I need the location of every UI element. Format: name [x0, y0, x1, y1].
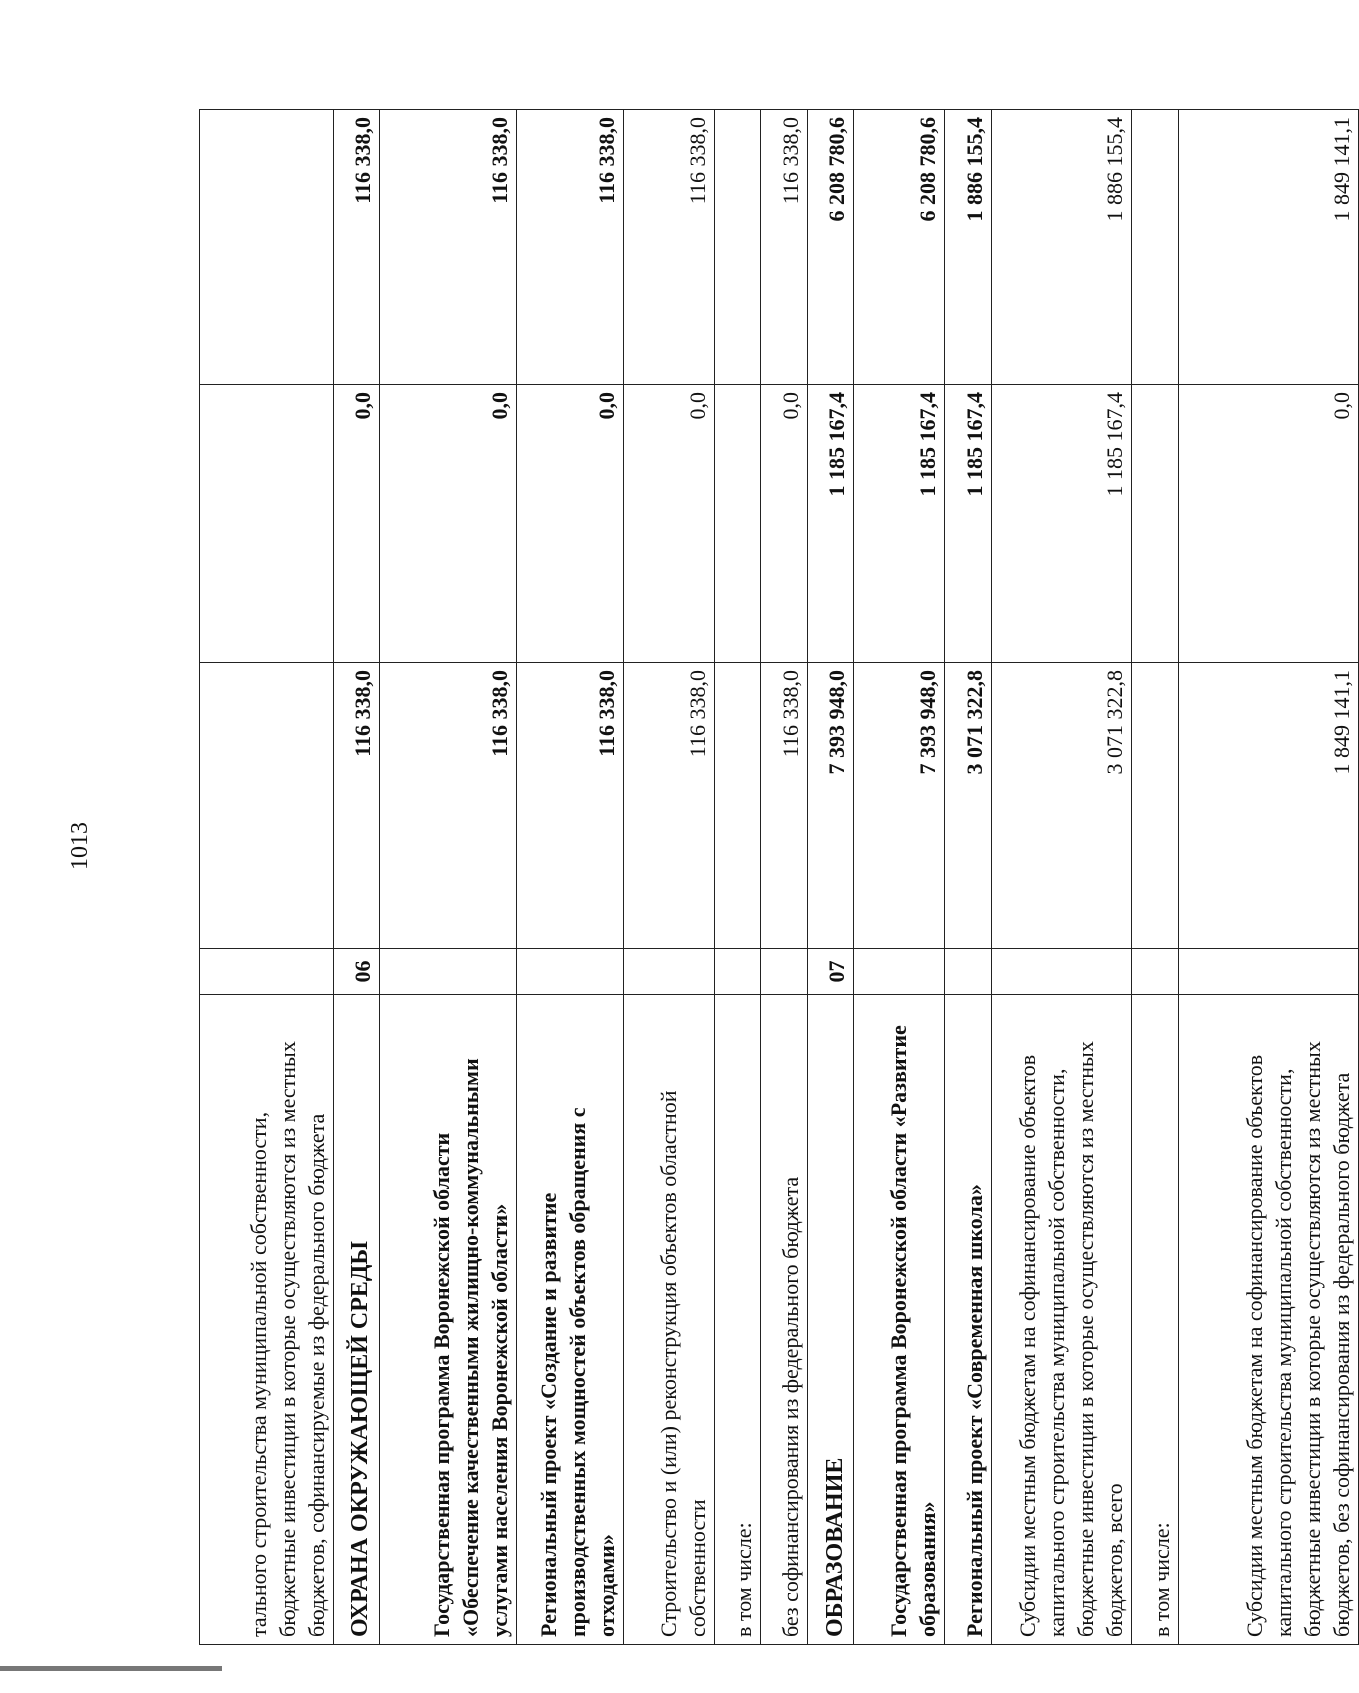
row-value-3: 116 338,0 — [517, 110, 624, 385]
row-value-2: 1 185 167,4 — [945, 385, 991, 663]
row-code: 06 — [333, 949, 379, 995]
row-value-1: 116 338,0 — [380, 663, 517, 949]
row-code — [380, 949, 517, 995]
row-code — [624, 949, 715, 995]
row-value-1: 116 338,0 — [333, 663, 379, 949]
row-value-3: 116 338,0 — [624, 110, 715, 385]
bottom-rule — [0, 1666, 222, 1671]
row-value-2: 0,0 — [761, 385, 807, 663]
row-value-3: 116 338,0 — [761, 110, 807, 385]
row-code — [761, 949, 807, 995]
row-value-1 — [200, 663, 334, 949]
row-name: Государственная программа Воронежской области «Развитие образования» — [854, 995, 945, 1645]
row-name: Субсидии местным бюджетам на софинансирование объектов капитального строительства муниципальной собственности, бюджетные инвестиции в которые осуществляются из местных бюджетов, без софинансирования из федерального бюджета — [1178, 995, 1358, 1645]
row-value-1: 116 338,0 — [624, 663, 715, 949]
table-row — [333, 110, 379, 1645]
table-row — [761, 110, 807, 1645]
row-name: Государственная программа Воронежской области «Обеспечение качественными жилищно-коммунальными услугами населения Воронежской области» — [380, 995, 517, 1645]
row-value-2: 1 185 167,4 — [991, 385, 1132, 663]
rotated-table-container — [199, 110, 1359, 1645]
row-value-2: 1 185 167,4 — [854, 385, 945, 663]
row-code — [991, 949, 1132, 995]
row-value-3 — [714, 110, 760, 385]
page-number: 1013 — [67, 822, 93, 870]
table-row — [991, 110, 1132, 1645]
table-row — [1132, 110, 1178, 1645]
table-row — [380, 110, 517, 1645]
row-code — [200, 949, 334, 995]
row-code — [854, 949, 945, 995]
row-value-3: 116 338,0 — [333, 110, 379, 385]
row-value-2: 0,0 — [380, 385, 517, 663]
row-code — [1178, 949, 1358, 995]
row-name: ОБРАЗОВАНИЕ — [807, 995, 853, 1645]
row-value-2 — [200, 385, 334, 663]
row-code — [714, 949, 760, 995]
row-value-3: 1 849 141,1 — [1178, 110, 1358, 385]
row-code — [517, 949, 624, 995]
row-value-1: 116 338,0 — [517, 663, 624, 949]
table-row — [714, 110, 760, 1645]
row-value-1 — [714, 663, 760, 949]
row-value-3: 1 886 155,4 — [945, 110, 991, 385]
row-value-2: 0,0 — [517, 385, 624, 663]
row-value-3 — [1132, 110, 1178, 385]
table-row — [200, 110, 334, 1645]
table-row — [624, 110, 715, 1645]
row-value-1 — [1132, 663, 1178, 949]
row-name: тального строительства муниципальной собственности, бюджетные инвестиции в которые осуществляются из местных бюджетов, софинансируемые из федерального бюджета — [200, 995, 334, 1645]
row-value-2: 0,0 — [624, 385, 715, 663]
table-row — [854, 110, 945, 1645]
table-row — [1178, 110, 1358, 1645]
row-value-1: 1 849 141,1 — [1178, 663, 1358, 949]
row-value-2: 0,0 — [333, 385, 379, 663]
table-row — [807, 110, 853, 1645]
row-value-1: 116 338,0 — [761, 663, 807, 949]
row-value-2 — [1132, 385, 1178, 663]
row-name: Региональный проект «Создание и развитие производственных мощностей объектов обращения с отходами» — [517, 995, 624, 1645]
row-name: ОХРАНА ОКРУЖАЮЩЕЙ СРЕДЫ — [333, 995, 379, 1645]
budget-table — [199, 109, 1359, 1645]
row-value-3 — [200, 110, 334, 385]
row-value-3: 6 208 780,6 — [854, 110, 945, 385]
row-name: Субсидии местным бюджетам на софинансирование объектов капитального строительства муниципальной собственности, бюджетные инвестиции в которые осуществляются из местных бюджетов, всего — [991, 995, 1132, 1645]
row-code: 07 — [807, 949, 853, 995]
row-value-1: 3 071 322,8 — [945, 663, 991, 949]
row-name: Региональный проект «Современная школа» — [945, 995, 991, 1645]
row-value-3: 6 208 780,6 — [807, 110, 853, 385]
row-code — [945, 949, 991, 995]
row-value-3: 116 338,0 — [380, 110, 517, 385]
row-code — [1132, 949, 1178, 995]
row-value-2: 1 185 167,4 — [807, 385, 853, 663]
row-value-3: 1 886 155,4 — [991, 110, 1132, 385]
row-value-2 — [714, 385, 760, 663]
row-name: в том числе: — [714, 995, 760, 1645]
row-value-1: 3 071 322,8 — [991, 663, 1132, 949]
row-name: без софинансирования из федерального бюджета — [761, 995, 807, 1645]
row-name: в том числе: — [1132, 995, 1178, 1645]
row-value-2: 0,0 — [1178, 385, 1358, 663]
table-row — [517, 110, 624, 1645]
row-name: Строительство и (или) реконструкция объектов областной собственности — [624, 995, 715, 1645]
row-value-1: 7 393 948,0 — [807, 663, 853, 949]
table-row — [945, 110, 991, 1645]
row-value-1: 7 393 948,0 — [854, 663, 945, 949]
